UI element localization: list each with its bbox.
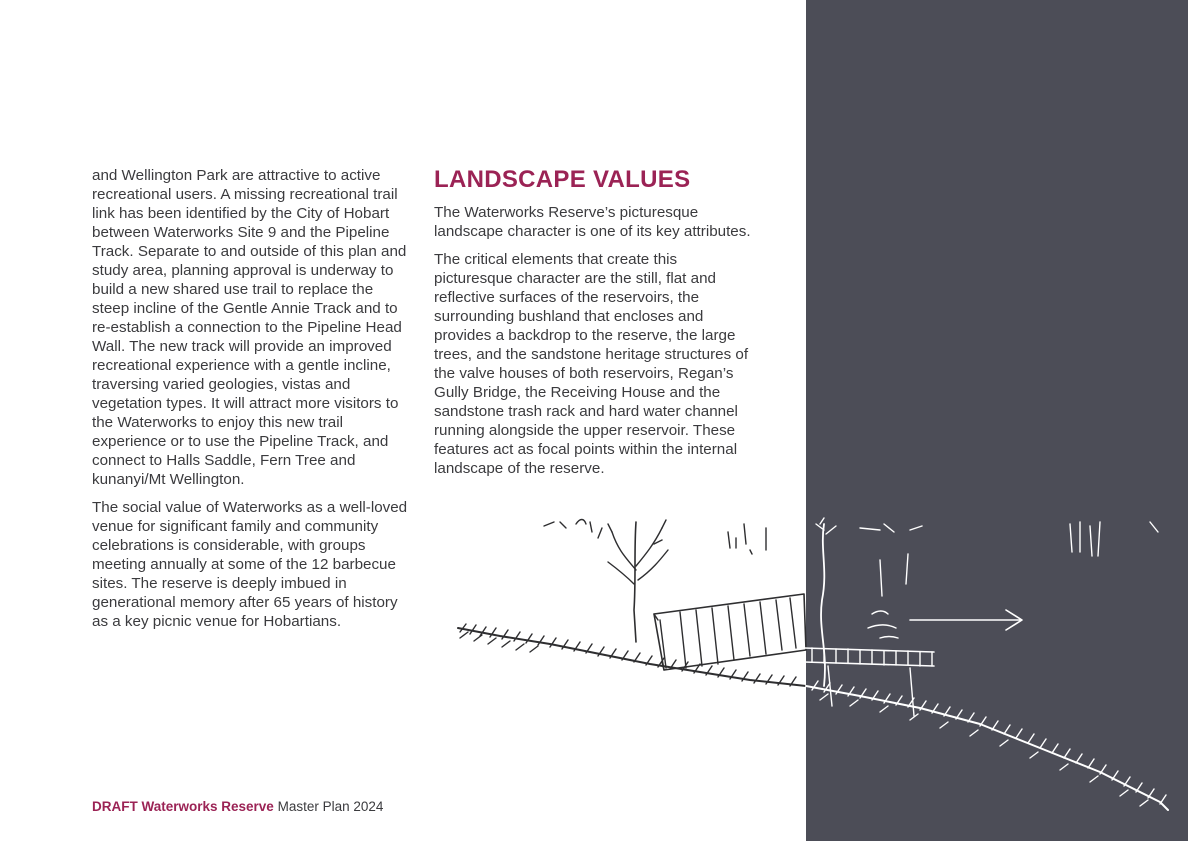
footer-document-title: DRAFT Waterworks Reserve xyxy=(92,799,274,814)
sketch-dark-side xyxy=(804,518,1168,810)
right-text-column xyxy=(434,165,756,487)
right-paragraph-2: The critical elements that create this picturesque character are the still, flat and reflective surfaces of the reservoirs, the surrounding bushland that encloses and provides a backdrop to the reserve, the large trees, and the sandstone heritage structures of the valve houses of both reservoirs, Regan’s Gully Bridge, the Receiving House and the sandstone trash rack and hard water channel running alongside the upper reservoir. These features act as focal points within the internal landscape of the reserve. xyxy=(434,251,749,477)
left-paragraph-1: and Wellington Park are attractive to active recreational users. A missing recreational trail link has been identified by the City of Hobart between Waterworks Site 9 and the Pipeline Track. Separate to and outside of this plan and study area, planning approval is underway to build a new shared use trail to replace the steep incline of the Gentle Annie Track and to re-establish a connection to the Pipeline Head Wall. The new track will provide an improved recreational experience with a gentle incline, traversing varied geologies, vistas and vegetation types. It will attract more visitors to the Waterworks to enjoy this new trail experience or to use the Pipeline Track, and connect to Halls Saddle, Fern Tree and kunanyi/Mt Wellington. xyxy=(92,167,407,488)
left-paragraph-2: The social value of Waterworks as a well-loved venue for significant family and community celebrations is considerable, with groups meeting annually at some of the 12 barbecue sites. The reserve is deeply imbued in generational memory after 65 years of history as a key picnic venue for Hobartians. xyxy=(92,499,408,630)
footer-subtitle: Master Plan 2024 xyxy=(277,799,384,814)
page-footer xyxy=(92,798,383,815)
landscape-sketch-illustration xyxy=(440,510,1188,841)
section-heading: LANDSCAPE VALUES xyxy=(434,166,691,193)
right-paragraph-1: The Waterworks Reserve’s picturesque landscape character is one of its key attributes. xyxy=(434,204,751,240)
sketch-white-side xyxy=(458,520,806,687)
left-text-column xyxy=(92,166,408,640)
